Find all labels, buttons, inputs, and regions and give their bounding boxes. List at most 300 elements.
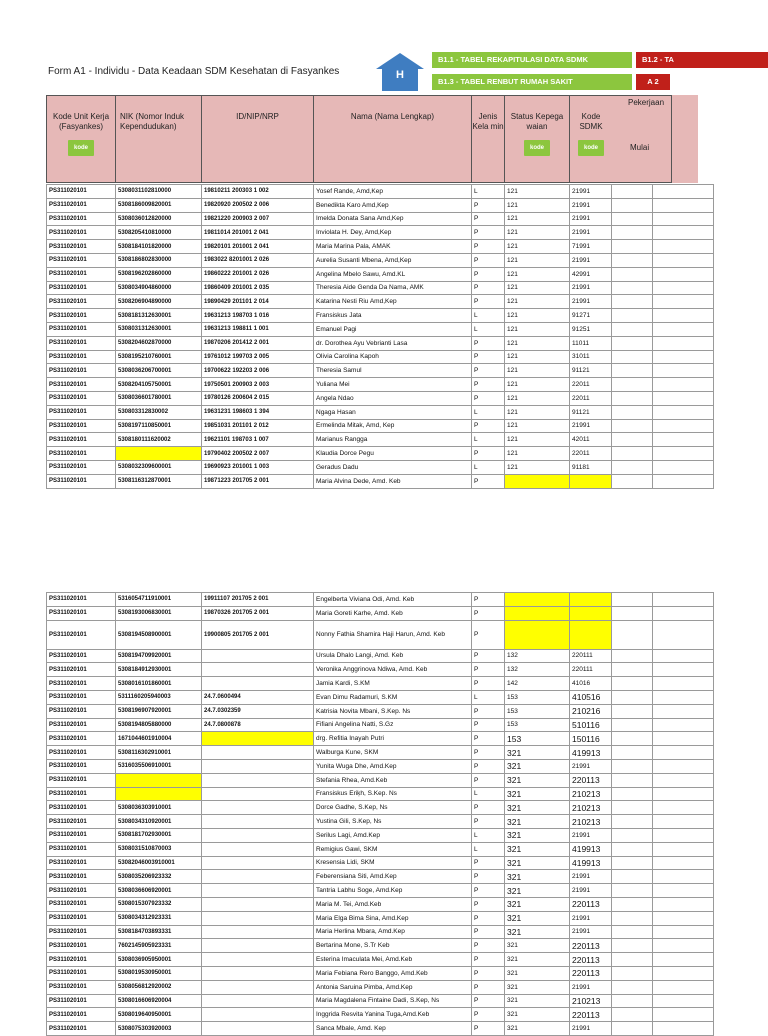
table-cell[interactable]: 21991 [570, 185, 612, 199]
table-cell[interactable]: 21991 [570, 198, 612, 212]
table-cell[interactable]: 5308180111620002 [116, 433, 202, 447]
table-cell[interactable] [653, 281, 714, 295]
table-cell[interactable] [612, 474, 653, 488]
table-cell[interactable] [202, 870, 314, 884]
table-cell[interactable]: 5308205410810000 [116, 226, 202, 240]
table-cell[interactable]: Jamia Kardi, S.KM [314, 677, 472, 691]
table-cell[interactable]: P [472, 939, 505, 953]
table-cell[interactable] [612, 185, 653, 199]
table-cell[interactable]: PS311020101 [47, 870, 116, 884]
table-cell[interactable]: Veronika Anggrinova Ndiwa, Amd. Keb [314, 663, 472, 677]
table-cell[interactable]: 19900805 201705 2 001 [202, 620, 314, 649]
table-cell[interactable]: 41016 [570, 677, 612, 691]
table-cell[interactable]: Engelberta Viviana Odi, Amd. Keb [314, 593, 472, 607]
table-cell[interactable] [653, 746, 714, 760]
table-cell[interactable]: 19860409 201001 2 035 [202, 281, 314, 295]
table-cell[interactable]: Katrisia Novita Mbani, S.Kep. Ns [314, 704, 472, 718]
table-cell[interactable]: Walburga Kune, SKM [314, 746, 472, 760]
table-cell[interactable] [505, 620, 570, 649]
table-cell[interactable]: 5308204105750001 [116, 378, 202, 392]
table-cell[interactable]: 91251 [570, 322, 612, 336]
table-cell[interactable] [612, 842, 653, 856]
table-cell[interactable]: PS311020101 [47, 391, 116, 405]
table-cell[interactable]: 1671044601910004 [116, 732, 202, 746]
table-cell[interactable] [653, 212, 714, 226]
table-cell[interactable]: 5308194508900001 [116, 620, 202, 649]
table-cell[interactable]: 7602145905923331 [116, 939, 202, 953]
table-cell[interactable]: 5308196202860000 [116, 267, 202, 281]
table-cell[interactable]: P [472, 801, 505, 815]
table-cell[interactable] [653, 1008, 714, 1022]
table-cell[interactable]: 11011 [570, 336, 612, 350]
table-cell[interactable]: 321 [505, 870, 570, 884]
table-cell[interactable]: PS311020101 [47, 378, 116, 392]
table-cell[interactable]: Katarina Nesti Riu Amd,Kep [314, 295, 472, 309]
table-cell[interactable]: Yustina Gili, S.Kep, Ns [314, 815, 472, 829]
table-cell[interactable]: Maria Elga Bima Sina, Amd.Kep [314, 911, 472, 925]
table-cell[interactable]: Maria Goreti Karhe, Amd. Keb [314, 606, 472, 620]
table-cell[interactable] [612, 433, 653, 447]
table-cell[interactable]: 121 [505, 433, 570, 447]
table-cell[interactable] [653, 295, 714, 309]
table-cell[interactable] [202, 884, 314, 898]
table-cell[interactable]: P [472, 773, 505, 787]
table-cell[interactable]: 21991 [570, 870, 612, 884]
table-cell[interactable] [653, 419, 714, 433]
table-cell[interactable]: 19860222 201001 2 026 [202, 267, 314, 281]
table-cell[interactable]: Maria Marina Pala, AMAK [314, 240, 472, 254]
table-cell[interactable] [653, 980, 714, 994]
table-cell[interactable] [202, 856, 314, 870]
table-cell[interactable]: P [472, 253, 505, 267]
table-cell[interactable] [612, 620, 653, 649]
table-cell[interactable]: PS311020101 [47, 419, 116, 433]
table-cell[interactable]: 5308036303910001 [116, 801, 202, 815]
table-cell[interactable]: 220113 [570, 897, 612, 911]
table-cell[interactable]: 153 [505, 690, 570, 704]
table-cell[interactable]: Remigius Gawi, SKM [314, 842, 472, 856]
table-cell[interactable]: 21991 [570, 884, 612, 898]
table-cell[interactable] [612, 460, 653, 474]
table-cell[interactable]: 121 [505, 212, 570, 226]
table-cell[interactable] [612, 828, 653, 842]
table-cell[interactable]: Maria Febiana Rero Banggo, Amd.Keb [314, 966, 472, 980]
table-cell[interactable]: 42011 [570, 433, 612, 447]
table-cell[interactable] [612, 593, 653, 607]
table-cell[interactable]: PS311020101 [47, 267, 116, 281]
table-cell[interactable]: 19631213 198703 1 016 [202, 309, 314, 323]
table-cell[interactable] [612, 746, 653, 760]
table-cell[interactable]: 5308034310920001 [116, 815, 202, 829]
table-cell[interactable]: 121 [505, 378, 570, 392]
table-cell[interactable]: P [472, 212, 505, 226]
table-cell[interactable]: 42991 [570, 267, 612, 281]
table-cell[interactable]: 91121 [570, 364, 612, 378]
table-cell[interactable]: PS311020101 [47, 911, 116, 925]
table-cell[interactable]: 19870206 201412 2 001 [202, 336, 314, 350]
table-cell[interactable]: P [472, 677, 505, 691]
table-cell[interactable]: L [472, 309, 505, 323]
table-cell[interactable]: Antonia Saruina Pimba, Amd.Kep [314, 980, 472, 994]
nav-b12-button[interactable]: B1.2 - TA [636, 52, 768, 68]
table-cell[interactable] [612, 815, 653, 829]
table-cell[interactable] [612, 295, 653, 309]
table-cell[interactable]: 24.7.0800878 [202, 718, 314, 732]
table-cell[interactable]: 19810211 200303 1 002 [202, 185, 314, 199]
table-cell[interactable]: L [472, 322, 505, 336]
table-cell[interactable]: PS311020101 [47, 433, 116, 447]
table-cell[interactable] [612, 405, 653, 419]
table-cell[interactable]: PS311020101 [47, 405, 116, 419]
table-cell[interactable]: 121 [505, 336, 570, 350]
table-cell[interactable]: 5308031102810000 [116, 185, 202, 199]
table-cell[interactable]: Theresia Aide Genda Da Nama, AMK [314, 281, 472, 295]
table-cell[interactable]: Ursula Dhalo Langi, Amd. Keb [314, 649, 472, 663]
table-cell[interactable]: 21991 [570, 925, 612, 939]
table-cell[interactable] [653, 953, 714, 967]
table-cell[interactable] [612, 226, 653, 240]
table-cell[interactable] [653, 925, 714, 939]
table-cell[interactable]: 19790402 200502 2 007 [202, 447, 314, 461]
table-cell[interactable] [653, 447, 714, 461]
table-cell[interactable]: 321 [505, 911, 570, 925]
table-cell[interactable]: P [472, 925, 505, 939]
table-cell[interactable]: PS311020101 [47, 746, 116, 760]
table-cell[interactable]: Benedikta Karo Amd,Kep [314, 198, 472, 212]
table-cell[interactable] [653, 336, 714, 350]
table-cell[interactable]: 5308184101820000 [116, 240, 202, 254]
table-cell[interactable]: 220113 [570, 1008, 612, 1022]
table-cell[interactable]: P [472, 364, 505, 378]
table-cell[interactable] [612, 309, 653, 323]
table-cell[interactable]: 210213 [570, 787, 612, 801]
table-cell[interactable]: Ermelinda Mitak, Amd, Kep [314, 419, 472, 433]
table-cell[interactable] [653, 474, 714, 488]
table-cell[interactable] [202, 842, 314, 856]
table-cell[interactable]: 142 [505, 677, 570, 691]
table-cell[interactable]: P [472, 240, 505, 254]
table-cell[interactable]: 21991 [570, 980, 612, 994]
table-cell[interactable]: PS311020101 [47, 966, 116, 980]
table-cell[interactable] [612, 364, 653, 378]
table-cell[interactable] [653, 433, 714, 447]
table-cell[interactable]: 121 [505, 419, 570, 433]
table-cell[interactable]: 5308196907920001 [116, 704, 202, 718]
table-cell[interactable]: 321 [505, 828, 570, 842]
table-cell[interactable]: PS311020101 [47, 773, 116, 787]
table-cell[interactable]: Nonny Fathia Shamira Haji Harun, Amd. Keb [314, 620, 472, 649]
table-cell[interactable]: 19621101 198703 1 007 [202, 433, 314, 447]
table-cell[interactable]: 5308036606920001 [116, 884, 202, 898]
table-cell[interactable]: P [472, 295, 505, 309]
table-cell[interactable] [202, 773, 314, 787]
table-cell[interactable]: 24.7.0600494 [202, 690, 314, 704]
table-cell[interactable] [612, 212, 653, 226]
table-cell[interactable]: 5308116312870001 [116, 474, 202, 488]
table-cell[interactable]: 5308036601780001 [116, 391, 202, 405]
table-cell[interactable]: 5308016101860001 [116, 677, 202, 691]
table-cell[interactable] [612, 378, 653, 392]
table-cell[interactable]: PS311020101 [47, 953, 116, 967]
table-cell[interactable]: PS311020101 [47, 649, 116, 663]
table-cell[interactable]: 21991 [570, 419, 612, 433]
table-cell[interactable] [570, 606, 612, 620]
table-cell[interactable] [116, 447, 202, 461]
table-cell[interactable] [653, 884, 714, 898]
table-cell[interactable]: Fifiani Angelina Natti, S.Gz [314, 718, 472, 732]
table-cell[interactable] [202, 1008, 314, 1022]
table-cell[interactable]: Imelda Donata Sana Amd,Kep [314, 212, 472, 226]
table-cell[interactable]: PS311020101 [47, 1008, 116, 1022]
table-cell[interactable]: 21991 [570, 226, 612, 240]
table-cell[interactable] [202, 649, 314, 663]
table-cell[interactable] [653, 704, 714, 718]
table-cell[interactable] [653, 939, 714, 953]
table-cell[interactable] [653, 606, 714, 620]
table-cell[interactable]: 22011 [570, 378, 612, 392]
table-cell[interactable]: Olivia Carolina Kapoh [314, 350, 472, 364]
table-cell[interactable]: P [472, 953, 505, 967]
table-cell[interactable]: PS311020101 [47, 980, 116, 994]
table-cell[interactable]: P [472, 649, 505, 663]
table-cell[interactable]: 121 [505, 240, 570, 254]
table-cell[interactable]: 321 [505, 953, 570, 967]
table-cell[interactable]: PS311020101 [47, 732, 116, 746]
table-cell[interactable]: 19780126 200604 2 015 [202, 391, 314, 405]
table-cell[interactable] [202, 663, 314, 677]
table-cell[interactable]: 321 [505, 897, 570, 911]
table-cell[interactable] [653, 364, 714, 378]
table-cell[interactable]: 5316035506910001 [116, 759, 202, 773]
table-cell[interactable]: PS311020101 [47, 884, 116, 898]
table-cell[interactable]: 5308194709920001 [116, 649, 202, 663]
table-cell[interactable]: P [472, 1008, 505, 1022]
table-cell[interactable]: PS311020101 [47, 322, 116, 336]
table-cell[interactable]: Angela Ndao [314, 391, 472, 405]
table-cell[interactable]: 5308204602870000 [116, 336, 202, 350]
table-cell[interactable]: drg. Refitia Inayah Putri [314, 732, 472, 746]
table-cell[interactable]: 321 [505, 966, 570, 980]
table-cell[interactable]: P [472, 226, 505, 240]
table-cell[interactable]: 71991 [570, 240, 612, 254]
table-cell[interactable]: 321 [505, 759, 570, 773]
table-cell[interactable]: P [472, 994, 505, 1008]
table-cell[interactable] [570, 474, 612, 488]
table-cell[interactable] [612, 253, 653, 267]
table-cell[interactable] [653, 815, 714, 829]
table-cell[interactable]: Yosef Rande, Amd,Kep [314, 185, 472, 199]
table-cell[interactable]: 21991 [570, 911, 612, 925]
kode-button[interactable]: kode [524, 140, 550, 156]
table-cell[interactable]: PS311020101 [47, 704, 116, 718]
table-cell[interactable]: 5308034904860000 [116, 281, 202, 295]
table-cell[interactable]: PS311020101 [47, 474, 116, 488]
table-cell[interactable] [612, 322, 653, 336]
table-cell[interactable] [653, 663, 714, 677]
table-cell[interactable] [116, 787, 202, 801]
table-cell[interactable]: Geradus Dadu [314, 460, 472, 474]
table-cell[interactable]: Esterina Imaculata Mei, Amd.Keb [314, 953, 472, 967]
table-cell[interactable]: PS311020101 [47, 663, 116, 677]
nav-b13-button[interactable]: B1.3 - TABEL RENBUT RUMAH SAKIT [432, 74, 632, 90]
table-cell[interactable] [653, 240, 714, 254]
table-cell[interactable]: Fransiskus Eriķh, S.Kep. Ns [314, 787, 472, 801]
table-cell[interactable]: 121 [505, 309, 570, 323]
table-cell[interactable]: 5308075303920003 [116, 1022, 202, 1036]
table-cell[interactable]: 220111 [570, 649, 612, 663]
table-cell[interactable] [653, 322, 714, 336]
table-cell[interactable]: L [472, 405, 505, 419]
table-cell[interactable] [653, 309, 714, 323]
table-cell[interactable]: P [472, 911, 505, 925]
table-cell[interactable]: 5308197110850001 [116, 419, 202, 433]
table-cell[interactable]: PS311020101 [47, 620, 116, 649]
table-cell[interactable]: PS311020101 [47, 801, 116, 815]
table-cell[interactable]: 53082046003910001 [116, 856, 202, 870]
table-cell[interactable]: P [472, 1022, 505, 1036]
table-cell[interactable]: 210213 [570, 815, 612, 829]
table-cell[interactable]: P [472, 391, 505, 405]
table-cell[interactable]: 24.7.0302359 [202, 704, 314, 718]
table-cell[interactable]: PS311020101 [47, 253, 116, 267]
table-cell[interactable] [653, 391, 714, 405]
table-cell[interactable]: L [472, 828, 505, 842]
table-cell[interactable]: PS311020101 [47, 828, 116, 842]
table-cell[interactable]: PS311020101 [47, 815, 116, 829]
table-cell[interactable]: 19911107 201705 2 001 [202, 593, 314, 607]
table-cell[interactable]: PS311020101 [47, 447, 116, 461]
table-cell[interactable] [202, 911, 314, 925]
table-cell[interactable] [202, 801, 314, 815]
table-cell[interactable]: PS311020101 [47, 842, 116, 856]
table-cell[interactable]: Klaudia Dorce Pegu [314, 447, 472, 461]
table-cell[interactable]: 21991 [570, 253, 612, 267]
table-cell[interactable] [202, 815, 314, 829]
table-cell[interactable]: 220111 [570, 663, 612, 677]
table-cell[interactable]: Fransiskus Jata [314, 309, 472, 323]
table-cell[interactable]: Inviolata H. Dey, Amd,Kep [314, 226, 472, 240]
table-cell[interactable]: 5308186009820001 [116, 198, 202, 212]
table-cell[interactable]: 31011 [570, 350, 612, 364]
table-cell[interactable]: PS311020101 [47, 460, 116, 474]
table-cell[interactable] [202, 897, 314, 911]
table-cell[interactable]: P [472, 281, 505, 295]
table-cell[interactable]: 5308184703893331 [116, 925, 202, 939]
table-cell[interactable]: Maria Herlina Mbara, Amd.Kep [314, 925, 472, 939]
table-cell[interactable] [202, 677, 314, 691]
table-cell[interactable] [653, 677, 714, 691]
table-cell[interactable] [653, 350, 714, 364]
table-cell[interactable]: 22011 [570, 447, 612, 461]
table-cell[interactable]: L [472, 690, 505, 704]
table-cell[interactable]: Yuliana Mei [314, 378, 472, 392]
table-cell[interactable] [612, 606, 653, 620]
table-cell[interactable]: 5308181312630001 [116, 309, 202, 323]
table-cell[interactable] [612, 267, 653, 281]
table-cell[interactable]: Angelina Mbelo Sawu, Amd.KL [314, 267, 472, 281]
table-cell[interactable] [612, 870, 653, 884]
table-cell[interactable]: 5308019640950001 [116, 1008, 202, 1022]
table-cell[interactable]: Maria Alvina Dede, Amd. Keb [314, 474, 472, 488]
table-cell[interactable]: PS311020101 [47, 295, 116, 309]
table-cell[interactable]: 19811014 201001 2 041 [202, 226, 314, 240]
table-cell[interactable]: L [472, 433, 505, 447]
table-cell[interactable]: P [472, 980, 505, 994]
table-cell[interactable] [116, 773, 202, 787]
table-cell[interactable]: 5308019530950001 [116, 966, 202, 980]
table-cell[interactable] [202, 787, 314, 801]
table-cell[interactable]: 530803312830002 [116, 405, 202, 419]
table-cell[interactable]: Sanca Mbale, Amd. Kep [314, 1022, 472, 1036]
table-cell[interactable]: P [472, 198, 505, 212]
table-cell[interactable]: 121 [505, 405, 570, 419]
table-cell[interactable]: 5308034312923331 [116, 911, 202, 925]
table-cell[interactable]: P [472, 419, 505, 433]
table-cell[interactable]: 5308195210760001 [116, 350, 202, 364]
table-cell[interactable]: 321 [505, 884, 570, 898]
table-cell[interactable]: L [472, 787, 505, 801]
table-cell[interactable] [505, 474, 570, 488]
table-cell[interactable] [202, 732, 314, 746]
table-cell[interactable]: 1983022 8201001 2 026 [202, 253, 314, 267]
table-cell[interactable]: P [472, 447, 505, 461]
table-cell[interactable]: 220113 [570, 939, 612, 953]
table-cell[interactable]: 121 [505, 460, 570, 474]
table-cell[interactable]: 321 [505, 939, 570, 953]
table-cell[interactable]: 121 [505, 185, 570, 199]
table-cell[interactable]: 121 [505, 198, 570, 212]
table-cell[interactable] [653, 253, 714, 267]
table-cell[interactable]: 210213 [570, 994, 612, 1008]
table-cell[interactable]: 510116 [570, 718, 612, 732]
table-cell[interactable]: 21991 [570, 759, 612, 773]
table-cell[interactable] [653, 620, 714, 649]
table-cell[interactable] [612, 447, 653, 461]
table-cell[interactable] [612, 911, 653, 925]
kode-button[interactable]: kode [68, 140, 94, 156]
table-cell[interactable]: P [472, 350, 505, 364]
table-cell[interactable]: P [472, 336, 505, 350]
table-cell[interactable]: 5308116302910001 [116, 746, 202, 760]
table-cell[interactable]: 5308056812920002 [116, 980, 202, 994]
table-cell[interactable] [653, 649, 714, 663]
table-cell[interactable]: 121 [505, 295, 570, 309]
table-cell[interactable]: 5308015307923332 [116, 897, 202, 911]
table-cell[interactable]: 321 [505, 801, 570, 815]
table-cell[interactable]: 21991 [570, 295, 612, 309]
table-cell[interactable] [653, 773, 714, 787]
table-cell[interactable]: P [472, 732, 505, 746]
table-cell[interactable] [612, 966, 653, 980]
table-cell[interactable]: PS311020101 [47, 593, 116, 607]
table-cell[interactable]: PS311020101 [47, 606, 116, 620]
table-cell[interactable]: P [472, 815, 505, 829]
table-cell[interactable]: Serilus Lagi, Amd.Kep [314, 828, 472, 842]
table-cell[interactable] [653, 994, 714, 1008]
table-cell[interactable]: P [472, 663, 505, 677]
table-cell[interactable]: P [472, 267, 505, 281]
table-cell[interactable] [202, 994, 314, 1008]
table-cell[interactable]: 5308036206700001 [116, 364, 202, 378]
table-cell[interactable]: P [472, 856, 505, 870]
table-cell[interactable]: 21991 [570, 828, 612, 842]
table-cell[interactable]: 321 [505, 773, 570, 787]
table-cell[interactable]: PS311020101 [47, 759, 116, 773]
table-cell[interactable] [202, 939, 314, 953]
table-cell[interactable] [653, 226, 714, 240]
table-cell[interactable]: PS311020101 [47, 350, 116, 364]
table-cell[interactable]: PS311020101 [47, 240, 116, 254]
